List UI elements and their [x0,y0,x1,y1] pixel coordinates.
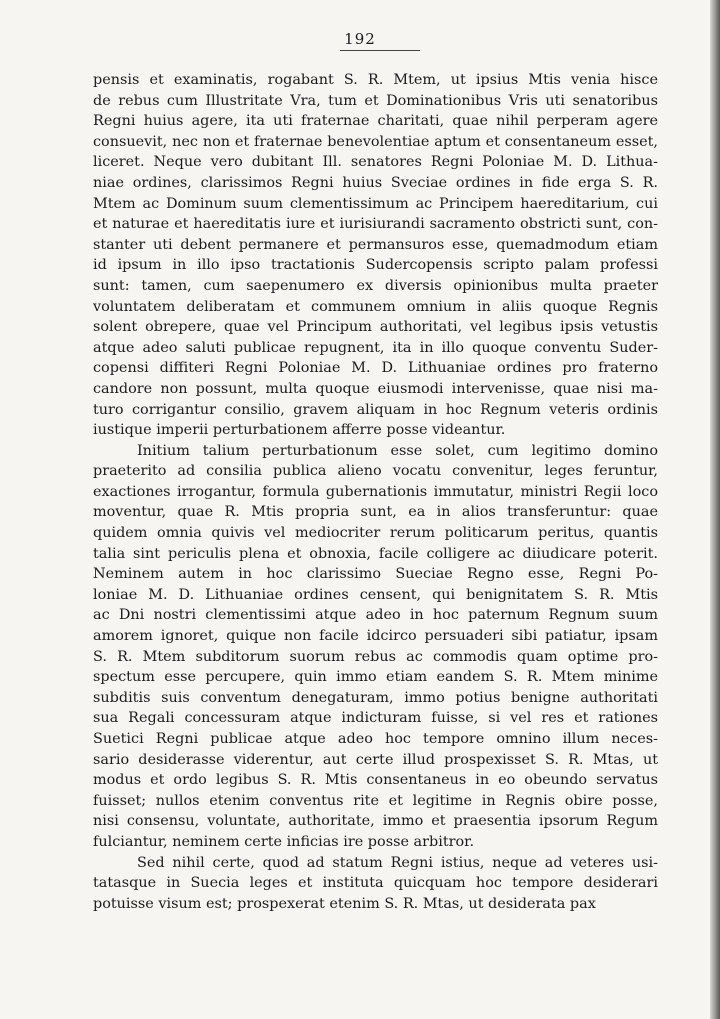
text-line: stanter uti debent permanere et permansuros esse, quemadmodum etiam [93,236,658,253]
text-line: copensi diffiteri Regni Poloniae M. D. Lithuaniae ordines pro fraterno [93,360,658,377]
text-line: exactiones irrogantur, formula gubernationis immutatur, ministri Regii loco [93,483,658,500]
text-line: Suetici Regni publicae atque adeo hoc tempore omnino illum neces- [93,731,658,747]
text-line: Regni huius agere, ita uti fraternae charitati, quae nihil perperam agere [93,113,658,130]
paragraph [93,70,658,441]
text-line: amorem ignoret, quique non facile idcirco persuaderi sibi patiatur, ipsam [93,628,658,645]
text-line: consuevit, nec non et fraternae benevolentiae aptum et consentaneum esset, [93,133,658,150]
text-line: talia sint periculis plena et obnoxia, facile colligere ac diiudicare poterit. [93,545,658,562]
paragraph [93,441,658,853]
page-number-rule [340,50,420,51]
text-line: liceret. Neque vero dubitant Ill. senatores Regni Poloniae M. D. Lithua- [93,154,658,171]
text-line: niae ordines, clarissimos Regni huius Sveciae ordines in fide erga S. R. [93,174,658,191]
text-line: modus et ordo legibus S. R. Mtis consentaneus in eo obeundo servatus [93,772,658,789]
text-line: S. R. Mtem subditorum suorum rebus ac commodis quam optime pro- [93,648,658,665]
text-line: spectum esse percupere, quin immo etiam eandem S. R. Mtem minime [93,669,658,686]
text-line: atque adeo saluti publicae repugnent, ita in illo quoque conventu Suder- [93,339,658,356]
text-line: quidem omnia quivis vel mediocriter rerum politicarum peritus, quantis [93,525,658,542]
text-line: moventur, quae R. Mtis propria sunt, ea in alios transferuntur: quae [93,504,658,521]
text-line: subditis suis conventum denegaturam, immo potius benigne authoritati [93,689,658,706]
text-line: potuisse visum est; prospexerat etenim S. R. Mtas, ut desiderata pax [93,895,596,912]
text-line: sario desiderasse viderentur, aut certe illud prospexisset S. R. Mtas, ut [93,751,658,768]
text-line: pensis et examinatis, rogabant S. R. Mtem, ut ipsius Mtis venia hisce [93,72,658,88]
text-line: turo corrigantur consilio, gravem aliquam in hoc Regnum veteris ordinis [93,401,658,418]
text-line: ac Dni nostri clementissimi atque adeo in hoc paternum Regnum suum [93,607,658,624]
page-edge-shadow [710,0,720,1019]
text-line: nisi consensu, voluntate, authoritate, immo et praesentia ipsorum Regum [93,813,658,830]
text-line: Neminem autem in hoc clarissimo Sueciae Regno esse, Regni Po- [93,566,658,583]
text-line: de rebus cum Illustritate Vra, tum et Dominationibus Vris uti senatoribus [93,92,658,109]
page-number: 192 [344,30,376,48]
text-line: fuisset; nullos etenim conventus rite et legitime in Regnis obire posse, [93,792,658,809]
text-line: iustique imperii perturbationem afferre posse videantur. [93,422,506,439]
text-line: tatasque in Suecia leges et instituta quicquam hoc tempore desiderari [93,875,658,892]
text-line: solent obrepere, quae vel Principum authoritati, vel legibus ipsis vetustis [93,319,658,336]
text-line: voluntatem deliberatam et communem omnium in aliis quoque Regnis [93,298,658,315]
text-line: Sed nihil certe, quod ad statum Regni istius, neque ad veteres usi- [137,854,658,871]
body-text [93,70,658,914]
text-line: et naturae et haereditatis iure et iurisiurandi sacramento obstricti sunt, con- [93,216,658,233]
text-line: Mtem ac Dominum suum clementissimum ac Principem haereditarium, cui [93,195,658,212]
text-line: candore non possunt, multa quoque eiusmodi intervenisse, quae nisi ma- [93,380,658,397]
text-line: praeterito ad consilia publica alieno vocatu convenitur, leges feruntur, [93,463,658,480]
text-line: Initium talium perturbationum esse solet, cum legitimo domino [137,442,658,459]
paragraph [93,853,658,915]
text-line: fulciantur, neminem certe inficias ire posse arbitror. [93,833,475,850]
text-line: sunt: tamen, cum saepenumero ex diversis opinionibus multa praeter [93,277,658,294]
text-line: loniae M. D. Lithuaniae ordines censent, qui benignitatem S. R. Mtis [93,586,658,603]
text-line: sua Regali concessuram atque indicturam fuisse, si vel res et rationes [93,710,658,727]
text-line: id ipsum in illo ipso tractationis Sudercopensis scripto palam professi [93,257,658,274]
